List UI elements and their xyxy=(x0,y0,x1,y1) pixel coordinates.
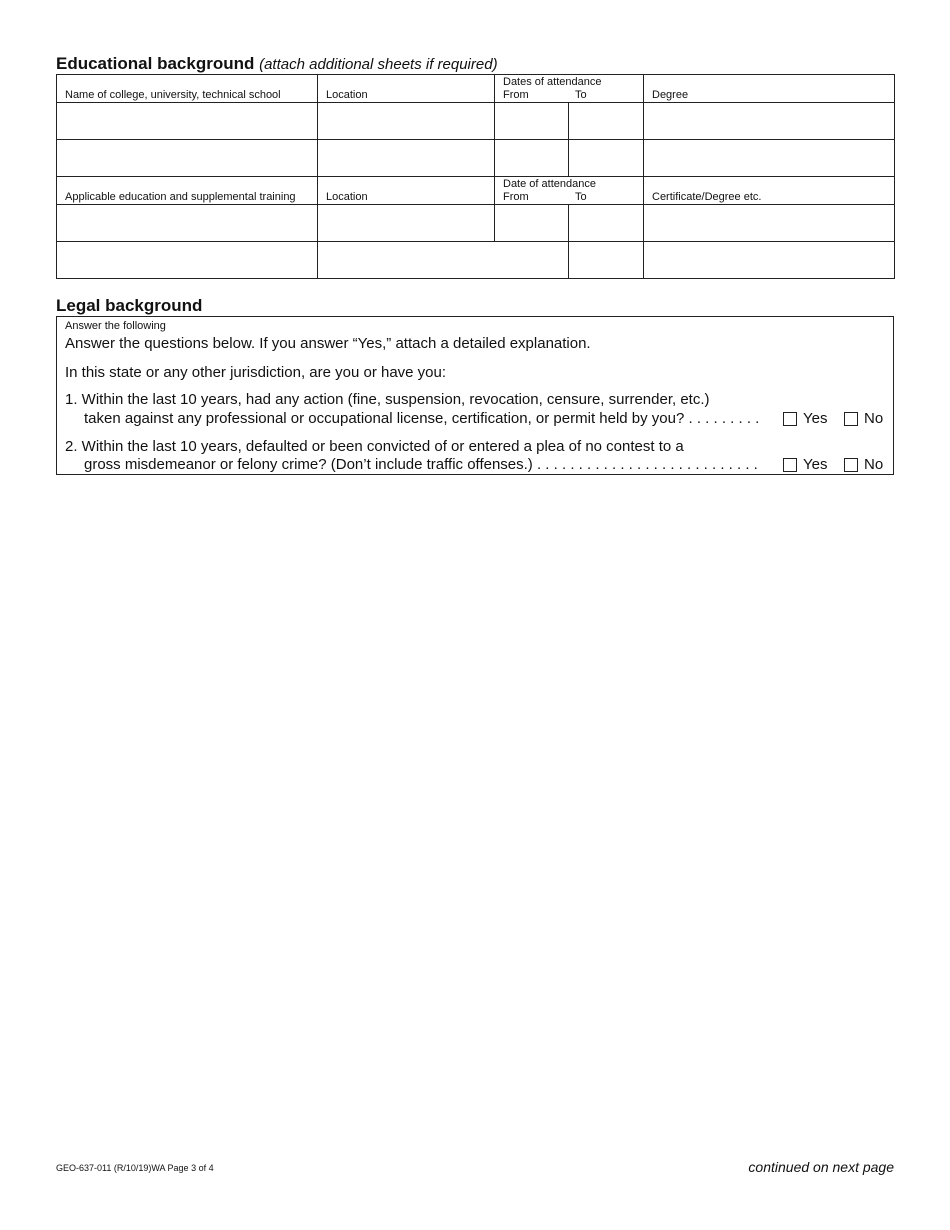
legal-title: Legal background xyxy=(56,296,203,315)
training-to-label: To xyxy=(575,191,587,203)
yes-label: Yes xyxy=(803,456,828,473)
dates-label: Dates of attendance xyxy=(503,76,602,88)
training-row xyxy=(57,205,895,242)
education-title: Educational background xyxy=(56,54,255,73)
education-header-row xyxy=(57,75,895,103)
question-2-no-checkbox[interactable] xyxy=(844,458,858,472)
training-row xyxy=(57,242,895,279)
col-header-location: Location xyxy=(318,75,495,103)
college-to-field[interactable] xyxy=(569,103,644,140)
question-2-line1: 2. Within the last 10 years, defaulted or been convicted of or entered a plea of no contest to a xyxy=(65,438,684,455)
question-2-yes-option[interactable] xyxy=(783,456,827,473)
training-to-field[interactable] xyxy=(569,205,644,242)
yes-label: Yes xyxy=(803,410,828,427)
training-certificate-field[interactable] xyxy=(644,205,895,242)
no-label: No xyxy=(864,456,884,473)
education-note: (attach additional sheets if required) xyxy=(259,56,498,73)
college-location-field[interactable] xyxy=(318,140,495,177)
col-header-certificate: Certificate/Degree etc. xyxy=(644,177,895,205)
legal-intro: In this state or any other jurisdiction, are you or have you: xyxy=(65,364,447,381)
question-1-line1: 1. Within the last 10 years, had any action (fine, suspension, revocation, censure, surrender, etc.) xyxy=(65,391,710,408)
to-label: To xyxy=(575,89,587,101)
training-dates-label: Date of attendance xyxy=(503,178,596,190)
from-label: From xyxy=(503,89,529,101)
education-section-title xyxy=(56,54,498,74)
training-name-field[interactable] xyxy=(57,205,318,242)
training-location-field[interactable] xyxy=(318,242,569,279)
training-name-field[interactable] xyxy=(57,242,318,279)
education-row xyxy=(57,103,895,140)
education-table xyxy=(56,74,895,279)
question-1-no-checkbox[interactable] xyxy=(844,412,858,426)
question-1-line2: taken against any professional or occupational license, certification, or permit held by you? . . . . . . . . . xyxy=(84,410,760,427)
college-from-field[interactable] xyxy=(495,103,569,140)
col-header-training-dates xyxy=(495,177,644,205)
question-1-no-option[interactable] xyxy=(844,410,883,427)
training-from-label: From xyxy=(503,191,529,203)
col-header-degree: Degree xyxy=(644,75,895,103)
college-name-field[interactable] xyxy=(57,103,318,140)
college-degree-field[interactable] xyxy=(644,103,895,140)
question-2-line2: gross misdemeanor or felony crime? (Don’t include traffic offenses.) . . . . . . . . . . . . . . . . . . . . . . . . . . . xyxy=(84,456,758,473)
training-header-row xyxy=(57,177,895,205)
training-location-field[interactable] xyxy=(318,205,495,242)
training-certificate-field[interactable] xyxy=(644,242,895,279)
continued-note: continued on next page xyxy=(748,1159,894,1175)
education-row xyxy=(57,140,895,177)
col-header-name: Name of college, university, technical school xyxy=(57,75,318,103)
college-from-field[interactable] xyxy=(495,140,569,177)
college-location-field[interactable] xyxy=(318,103,495,140)
question-2-yes-checkbox[interactable] xyxy=(783,458,797,472)
legal-box xyxy=(56,316,894,475)
question-2-no-option[interactable] xyxy=(844,456,883,473)
college-name-field[interactable] xyxy=(57,140,318,177)
col-header-dates xyxy=(495,75,644,103)
no-label: No xyxy=(864,410,884,427)
training-to-field[interactable] xyxy=(569,242,644,279)
col-header-training-location: Location xyxy=(318,177,495,205)
col-header-training: Applicable education and supplemental training xyxy=(57,177,318,205)
question-1-yes-checkbox[interactable] xyxy=(783,412,797,426)
college-to-field[interactable] xyxy=(569,140,644,177)
college-degree-field[interactable] xyxy=(644,140,895,177)
form-id: GEO-637-011 (R/10/19)WA Page 3 of 4 xyxy=(56,1163,214,1173)
training-from-field[interactable] xyxy=(495,205,569,242)
question-1-yes-option[interactable] xyxy=(783,410,827,427)
legal-instruction: Answer the questions below. If you answer “Yes,” attach a detailed explanation. xyxy=(65,335,591,352)
legal-small-label: Answer the following xyxy=(65,320,166,332)
legal-section-title xyxy=(56,296,202,316)
